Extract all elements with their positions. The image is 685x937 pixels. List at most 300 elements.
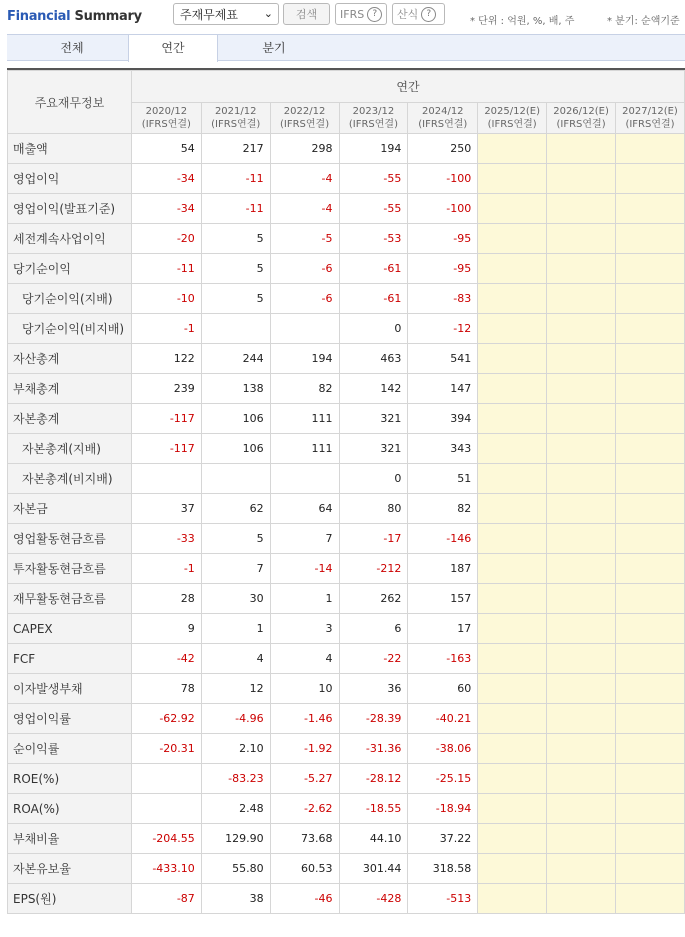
table-cell: 38 xyxy=(201,884,270,914)
table-cell xyxy=(478,764,547,794)
table-cell: -1.92 xyxy=(270,734,339,764)
table-cell: 5 xyxy=(201,524,270,554)
table-cell xyxy=(616,464,685,494)
table-cell: -14 xyxy=(270,554,339,584)
table-cell: -212 xyxy=(339,554,408,584)
table-cell: 82 xyxy=(270,374,339,404)
table-cell: -204.55 xyxy=(131,824,201,854)
table-cell: 17 xyxy=(408,614,478,644)
table-cell: 37 xyxy=(131,494,201,524)
table-row xyxy=(8,434,685,464)
row-label: 당기순이익(비지배) xyxy=(8,314,132,344)
table-cell xyxy=(547,434,616,464)
table-cell xyxy=(547,794,616,824)
table-cell: -5.27 xyxy=(270,764,339,794)
table-cell xyxy=(616,824,685,854)
table-row xyxy=(8,704,685,734)
table-cell xyxy=(616,704,685,734)
financial-summary-table xyxy=(7,70,685,914)
table-cell: -11 xyxy=(131,254,201,284)
chevron-down-icon: ⌄ xyxy=(263,7,273,20)
table-cell xyxy=(547,494,616,524)
table-cell: 4 xyxy=(270,644,339,674)
table-cell xyxy=(478,374,547,404)
column-basis: (IFRS연결) xyxy=(418,119,468,130)
row-label: 재무활동현금흐름 xyxy=(8,584,132,614)
table-cell xyxy=(547,824,616,854)
table-cell xyxy=(131,794,201,824)
table-cell xyxy=(270,314,339,344)
table-row xyxy=(8,374,685,404)
table-cell xyxy=(270,464,339,494)
table-cell: 2.10 xyxy=(201,734,270,764)
column-header xyxy=(339,103,408,134)
row-label: 투자활동현금흐름 xyxy=(8,554,132,584)
table-cell xyxy=(547,374,616,404)
table-cell xyxy=(478,434,547,464)
table-cell: 9 xyxy=(131,614,201,644)
table-cell: -95 xyxy=(408,254,478,284)
table-cell: 82 xyxy=(408,494,478,524)
table-cell: 5 xyxy=(201,224,270,254)
table-cell xyxy=(478,584,547,614)
table-row xyxy=(8,614,685,644)
table-row xyxy=(8,314,685,344)
table-cell xyxy=(616,884,685,914)
unit-note: * 단위 : 억원, %, 배, 주 xyxy=(470,16,575,27)
column-year: 2025/12(E) xyxy=(484,106,540,117)
table-cell: -12 xyxy=(408,314,478,344)
row-label: 자본금 xyxy=(8,494,132,524)
table-cell xyxy=(478,164,547,194)
table-cell xyxy=(616,134,685,164)
table-row xyxy=(8,584,685,614)
table-cell: 5 xyxy=(201,254,270,284)
column-basis: (IFRS연결) xyxy=(141,119,191,130)
top-bar xyxy=(0,0,685,34)
column-header xyxy=(201,103,270,134)
table-row xyxy=(8,224,685,254)
table-cell: -117 xyxy=(131,404,201,434)
table-cell: -25.15 xyxy=(408,764,478,794)
column-basis: (IFRS연결) xyxy=(556,119,606,130)
table-cell: 60.53 xyxy=(270,854,339,884)
title-financial: Financial xyxy=(7,9,71,24)
table-cell: 28 xyxy=(131,584,201,614)
table-cell: 321 xyxy=(339,434,408,464)
table-cell xyxy=(616,164,685,194)
table-cell xyxy=(547,734,616,764)
statement-select[interactable] xyxy=(173,3,279,25)
table-cell: 187 xyxy=(408,554,478,584)
table-cell: -55 xyxy=(339,164,408,194)
table-cell: 122 xyxy=(131,344,201,374)
table-row xyxy=(8,404,685,434)
table-cell xyxy=(547,404,616,434)
row-label: ROA(%) xyxy=(8,794,132,824)
table-cell: 138 xyxy=(201,374,270,404)
table-cell xyxy=(478,704,547,734)
row-label: ROE(%) xyxy=(8,764,132,794)
table-cell xyxy=(131,464,201,494)
table-cell xyxy=(478,524,547,554)
table-cell xyxy=(616,314,685,344)
table-cell xyxy=(478,194,547,224)
table-cell: 44.10 xyxy=(339,824,408,854)
column-header xyxy=(270,103,339,134)
table-cell: 239 xyxy=(131,374,201,404)
row-label: EPS(원) xyxy=(8,884,132,914)
table-cell: -433.10 xyxy=(131,854,201,884)
page-title xyxy=(7,9,142,24)
table-cell: -53 xyxy=(339,224,408,254)
table-row xyxy=(8,794,685,824)
table-row xyxy=(8,554,685,584)
table-cell: -10 xyxy=(131,284,201,314)
table-cell xyxy=(616,344,685,374)
table-cell xyxy=(478,344,547,374)
table-cell: 37.22 xyxy=(408,824,478,854)
table-cell: 111 xyxy=(270,404,339,434)
table-cell xyxy=(616,284,685,314)
table-cell: 463 xyxy=(339,344,408,374)
table-cell: -55 xyxy=(339,194,408,224)
table-cell: 1 xyxy=(270,584,339,614)
table-cell xyxy=(616,734,685,764)
table-cell: -4 xyxy=(270,194,339,224)
table-cell: 51 xyxy=(408,464,478,494)
table-cell: -4.96 xyxy=(201,704,270,734)
table-cell xyxy=(616,854,685,884)
table-cell xyxy=(547,524,616,554)
help-icon: ? xyxy=(421,7,436,22)
table-cell: 194 xyxy=(270,344,339,374)
row-label: 부채비율 xyxy=(8,824,132,854)
table-cell xyxy=(547,344,616,374)
table-cell: -100 xyxy=(408,194,478,224)
table-cell xyxy=(478,134,547,164)
table-cell xyxy=(478,644,547,674)
table-cell xyxy=(201,464,270,494)
table-cell xyxy=(616,644,685,674)
table-cell xyxy=(547,674,616,704)
table-cell: 12 xyxy=(201,674,270,704)
table-cell xyxy=(616,254,685,284)
table-cell xyxy=(616,524,685,554)
table-cell: 147 xyxy=(408,374,478,404)
table-cell: 298 xyxy=(270,134,339,164)
table-cell xyxy=(478,614,547,644)
table-cell: -18.55 xyxy=(339,794,408,824)
table-cell xyxy=(478,854,547,884)
table-row xyxy=(8,674,685,704)
table-cell: 194 xyxy=(339,134,408,164)
table-cell: 321 xyxy=(339,404,408,434)
table-cell: 142 xyxy=(339,374,408,404)
table-cell: 5 xyxy=(201,284,270,314)
table-cell: -11 xyxy=(201,194,270,224)
table-cell: -428 xyxy=(339,884,408,914)
table-cell xyxy=(547,194,616,224)
table-cell xyxy=(616,584,685,614)
table-cell xyxy=(478,884,547,914)
table-cell: -146 xyxy=(408,524,478,554)
row-label: 순이익률 xyxy=(8,734,132,764)
table-cell: -6 xyxy=(270,284,339,314)
table-cell: -100 xyxy=(408,164,478,194)
table-cell xyxy=(478,404,547,434)
table-cell xyxy=(547,554,616,584)
table-cell xyxy=(547,644,616,674)
table-cell: -17 xyxy=(339,524,408,554)
table-cell: -18.94 xyxy=(408,794,478,824)
ifrs-button[interactable] xyxy=(335,3,387,25)
tab-all[interactable]: 전체 xyxy=(60,41,84,55)
table-cell: 262 xyxy=(339,584,408,614)
formula-button[interactable] xyxy=(392,3,445,25)
table-cell xyxy=(547,614,616,644)
table-row xyxy=(8,494,685,524)
table-row xyxy=(8,764,685,794)
table-cell xyxy=(616,374,685,404)
table-cell: 80 xyxy=(339,494,408,524)
row-label: 자본유보율 xyxy=(8,854,132,884)
table-cell: 244 xyxy=(201,344,270,374)
table-cell xyxy=(547,284,616,314)
table-cell: -83.23 xyxy=(201,764,270,794)
table-cell: -163 xyxy=(408,644,478,674)
table-cell: -1 xyxy=(131,314,201,344)
period-tabs xyxy=(7,34,685,61)
table-cell: -40.21 xyxy=(408,704,478,734)
tab-quarter[interactable]: 분기 xyxy=(262,41,286,55)
table-cell: -4 xyxy=(270,164,339,194)
table-cell: -5 xyxy=(270,224,339,254)
table-cell xyxy=(547,854,616,884)
table-cell: 394 xyxy=(408,404,478,434)
table-cell: 343 xyxy=(408,434,478,464)
table-cell xyxy=(478,464,547,494)
table-cell: -42 xyxy=(131,644,201,674)
table-cell xyxy=(478,224,547,254)
row-label: 이자발생부채 xyxy=(8,674,132,704)
row-label: 영업활동현금흐름 xyxy=(8,524,132,554)
table-cell: -34 xyxy=(131,194,201,224)
row-label: FCF xyxy=(8,644,132,674)
table-cell: 55.80 xyxy=(201,854,270,884)
table-cell: -28.12 xyxy=(339,764,408,794)
row-label: 자본총계(지배) xyxy=(8,434,132,464)
table-cell: -28.39 xyxy=(339,704,408,734)
table-cell xyxy=(616,764,685,794)
table-cell xyxy=(547,584,616,614)
row-label: 영업이익률 xyxy=(8,704,132,734)
row-label: 당기순이익(지배) xyxy=(8,284,132,314)
table-cell: -20.31 xyxy=(131,734,201,764)
help-icon: ? xyxy=(367,7,382,22)
table-cell: 4 xyxy=(201,644,270,674)
table-row xyxy=(8,284,685,314)
table-cell: 54 xyxy=(131,134,201,164)
row-label: 자본총계 xyxy=(8,404,132,434)
table-cell xyxy=(478,794,547,824)
table-cell: 157 xyxy=(408,584,478,614)
column-header xyxy=(131,103,201,134)
table-cell: 64 xyxy=(270,494,339,524)
table-cell: 0 xyxy=(339,314,408,344)
table-cell xyxy=(478,554,547,584)
table-cell: 62 xyxy=(201,494,270,524)
row-label: 세전계속사업이익 xyxy=(8,224,132,254)
table-cell: 106 xyxy=(201,434,270,464)
row-label: 영업이익(발표기준) xyxy=(8,194,132,224)
table-row xyxy=(8,644,685,674)
table-row xyxy=(8,524,685,554)
table-cell: -61 xyxy=(339,284,408,314)
table-row xyxy=(8,734,685,764)
column-year: 2020/12 xyxy=(145,106,188,117)
table-cell: 111 xyxy=(270,434,339,464)
table-cell xyxy=(478,734,547,764)
column-header xyxy=(478,103,547,134)
table-cell: 301.44 xyxy=(339,854,408,884)
column-basis: (IFRS연결) xyxy=(280,119,330,130)
table-cell: -117 xyxy=(131,434,201,464)
table-cell: 1 xyxy=(201,614,270,644)
table-cell xyxy=(616,794,685,824)
table-cell: 129.90 xyxy=(201,824,270,854)
row-label: 당기순이익 xyxy=(8,254,132,284)
table-cell: 78 xyxy=(131,674,201,704)
table-cell: -46 xyxy=(270,884,339,914)
table-row xyxy=(8,884,685,914)
column-basis: (IFRS연결) xyxy=(625,119,675,130)
table-cell xyxy=(547,164,616,194)
row-label: 영업이익 xyxy=(8,164,132,194)
table-cell: -95 xyxy=(408,224,478,254)
column-basis: (IFRS연결) xyxy=(487,119,537,130)
row-label: 자본총계(비지배) xyxy=(8,464,132,494)
search-button[interactable] xyxy=(283,3,330,25)
table-cell xyxy=(616,194,685,224)
table-cell: -1.46 xyxy=(270,704,339,734)
table-cell xyxy=(478,824,547,854)
table-cell: 250 xyxy=(408,134,478,164)
table-cell xyxy=(616,434,685,464)
table-cell xyxy=(547,314,616,344)
table-cell: 7 xyxy=(270,524,339,554)
column-basis: (IFRS연결) xyxy=(211,119,261,130)
period-header: 연간 xyxy=(131,71,684,103)
table-row xyxy=(8,344,685,374)
table-cell xyxy=(616,224,685,254)
table-cell: -83 xyxy=(408,284,478,314)
column-year: 2024/12 xyxy=(422,106,464,117)
table-cell xyxy=(478,254,547,284)
table-cell: -2.62 xyxy=(270,794,339,824)
table-cell xyxy=(201,314,270,344)
formula-button-label: 산식 xyxy=(397,8,419,21)
table-cell: 541 xyxy=(408,344,478,374)
corner-header: 주요재무정보 xyxy=(8,71,132,134)
table-cell xyxy=(547,884,616,914)
table-cell xyxy=(478,314,547,344)
table-cell: -513 xyxy=(408,884,478,914)
table-row xyxy=(8,254,685,284)
column-year: 2021/12 xyxy=(214,106,257,117)
column-header xyxy=(616,103,685,134)
column-year: 2027/12(E) xyxy=(622,106,678,117)
table-row xyxy=(8,824,685,854)
table-cell: -87 xyxy=(131,884,201,914)
table-row xyxy=(8,464,685,494)
table-cell: -31.36 xyxy=(339,734,408,764)
table-cell: -33 xyxy=(131,524,201,554)
title-summary: Summary xyxy=(74,9,142,24)
table-cell xyxy=(547,224,616,254)
table-cell: -61 xyxy=(339,254,408,284)
table-cell xyxy=(616,494,685,524)
table-cell: -20 xyxy=(131,224,201,254)
tab-annual[interactable]: 연간 xyxy=(128,35,218,62)
search-button-label: 검색 xyxy=(295,8,318,21)
table-cell: -11 xyxy=(201,164,270,194)
table-row xyxy=(8,134,685,164)
table-cell: 318.58 xyxy=(408,854,478,884)
row-label: 자산총계 xyxy=(8,344,132,374)
table-cell: -62.92 xyxy=(131,704,201,734)
table-cell xyxy=(616,554,685,584)
table-cell: -38.06 xyxy=(408,734,478,764)
table-cell: 7 xyxy=(201,554,270,584)
table-cell xyxy=(131,764,201,794)
table-row xyxy=(8,854,685,884)
table-cell: 217 xyxy=(201,134,270,164)
column-year: 2026/12(E) xyxy=(553,106,609,117)
table-cell: 60 xyxy=(408,674,478,704)
quarter-note: * 분기: 순액기준 xyxy=(607,16,680,27)
table-cell xyxy=(478,674,547,704)
table-cell: -22 xyxy=(339,644,408,674)
table-cell xyxy=(478,494,547,524)
table-cell: 3 xyxy=(270,614,339,644)
table-cell xyxy=(547,134,616,164)
ifrs-button-label: IFRS xyxy=(340,7,365,21)
table-cell: 73.68 xyxy=(270,824,339,854)
column-basis: (IFRS연결) xyxy=(348,119,398,130)
financial-summary-table-wrap xyxy=(7,68,685,914)
table-cell xyxy=(547,704,616,734)
table-cell: 36 xyxy=(339,674,408,704)
row-label: 부채총계 xyxy=(8,374,132,404)
table-cell xyxy=(616,614,685,644)
table-cell xyxy=(478,284,547,314)
table-cell: 106 xyxy=(201,404,270,434)
statement-select-value: 주재무제표 xyxy=(180,7,238,22)
table-cell xyxy=(616,404,685,434)
column-year: 2022/12 xyxy=(283,106,326,117)
table-cell: -34 xyxy=(131,164,201,194)
row-label: 매출액 xyxy=(8,134,132,164)
table-cell: 0 xyxy=(339,464,408,494)
table-body xyxy=(8,134,685,914)
table-cell xyxy=(616,674,685,704)
table-cell: -1 xyxy=(131,554,201,584)
column-year: 2023/12 xyxy=(352,106,395,117)
table-cell: 10 xyxy=(270,674,339,704)
table-row xyxy=(8,194,685,224)
column-header xyxy=(408,103,478,134)
